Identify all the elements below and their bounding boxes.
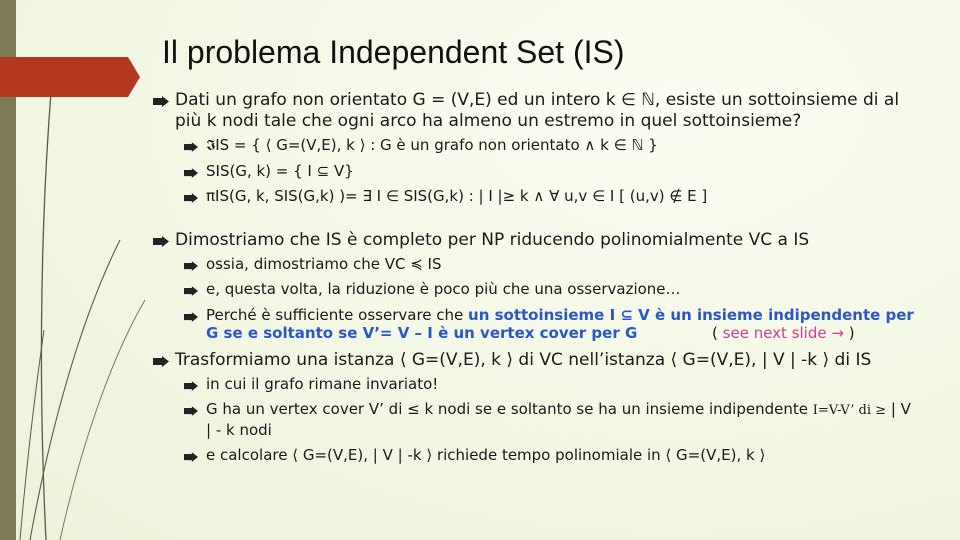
next-slide-link[interactable]: see next slide → [722, 324, 844, 342]
title-accent-bar [0, 57, 128, 97]
arrow-bullet-icon [184, 312, 198, 322]
arrow-bullet-icon [184, 452, 198, 462]
arrow-bullet-icon [184, 261, 198, 271]
sub-bullet-reduction [150, 255, 920, 274]
sub-bullet-key-fact [150, 306, 920, 343]
slide-title: Il problema Independent Set (IS) [162, 34, 625, 70]
link-paren-open: ( [712, 324, 723, 342]
formula-text: I=V-V’ di ≥ [812, 403, 887, 418]
highlighted-statement: un sottoinsieme I ⊆ V è un insieme indipendente per G se e soltanto se V’= V – I è un vertex cover per G [206, 305, 914, 342]
bullet-text: Dati un grafo non orientato G = (V,E) ed un intero k ∈ ℕ, esiste un sottoinsieme di al più k nodi tale che ogni arco ha almeno un estremo in quel sottoinsieme? [175, 90, 900, 131]
bullet-text: Dimostriamo che IS è completo per NP riducendo polinomialmente VC a IS [175, 229, 810, 250]
slide-content [150, 90, 920, 472]
arrow-bullet-icon [184, 286, 198, 296]
bullet-text: πIS(G, k, SIS(G,k) )= ∃ I ∈ SIS(G,k) : | I |≥ k ∧ ∀ u,v ∈ I [ (u,v) ∉ E ] [206, 187, 708, 205]
arrow-bullet-icon [184, 406, 198, 416]
bullet-text: e calcolare ⟨ G=(V,E), | V | -k ⟩ richiede tempo polinomiale in ⟨ G=(V,E), k ⟩ [206, 446, 766, 464]
bullet-text: in cui il grafo rimane invariato! [206, 374, 439, 393]
bullet-problem-definition [150, 90, 920, 132]
sub-bullet-predicate [150, 187, 920, 206]
sub-bullet-graph-unchanged [150, 375, 920, 394]
bullet-text: Trasformiamo una istanza ⟨ G=(V,E), k ⟩ di VC nell’istanza ⟨ G=(V,E), | V | -k ⟩ di IS [175, 349, 872, 370]
arrow-bullet-icon [184, 168, 198, 178]
arrow-bullet-icon [153, 96, 169, 107]
bullet-text: Perché è sufficiente osservare che [206, 305, 469, 324]
bullet-text: ossia, dimostriamo che VC ≼ IS [206, 254, 442, 273]
arrow-bullet-icon [184, 142, 198, 152]
sub-bullet-equivalence [150, 400, 920, 439]
sub-bullet-solutions [150, 162, 920, 181]
bullet-transformation [150, 350, 920, 371]
bullet-text: SIS(G, k) = { I ⊆ V} [206, 161, 354, 180]
arrow-bullet-icon [184, 193, 198, 203]
bullet-text: e, questa volta, la riduzione è poco più che una osservazione… [206, 280, 681, 298]
bullet-text-end: | V | - k nodi [206, 400, 911, 439]
sub-bullet-polynomial-time [150, 446, 920, 465]
link-paren-close: ) [843, 324, 855, 342]
sub-bullet-observation [150, 280, 920, 299]
bullet-text: 𝕴IS = { ⟨ G=(V,E), k ⟩ : G è un grafo non orientato ∧ k ∈ ℕ } [206, 136, 658, 154]
arrow-bullet-icon [153, 236, 169, 247]
bullet-text: G ha un vertex cover V’ di ≤ k nodi se e soltanto se ha un insieme indipendente [206, 400, 813, 418]
bullet-np-completeness [150, 230, 920, 251]
arrow-bullet-icon [184, 381, 198, 391]
sub-bullet-instances [150, 136, 920, 155]
arrow-bullet-icon [153, 356, 169, 367]
